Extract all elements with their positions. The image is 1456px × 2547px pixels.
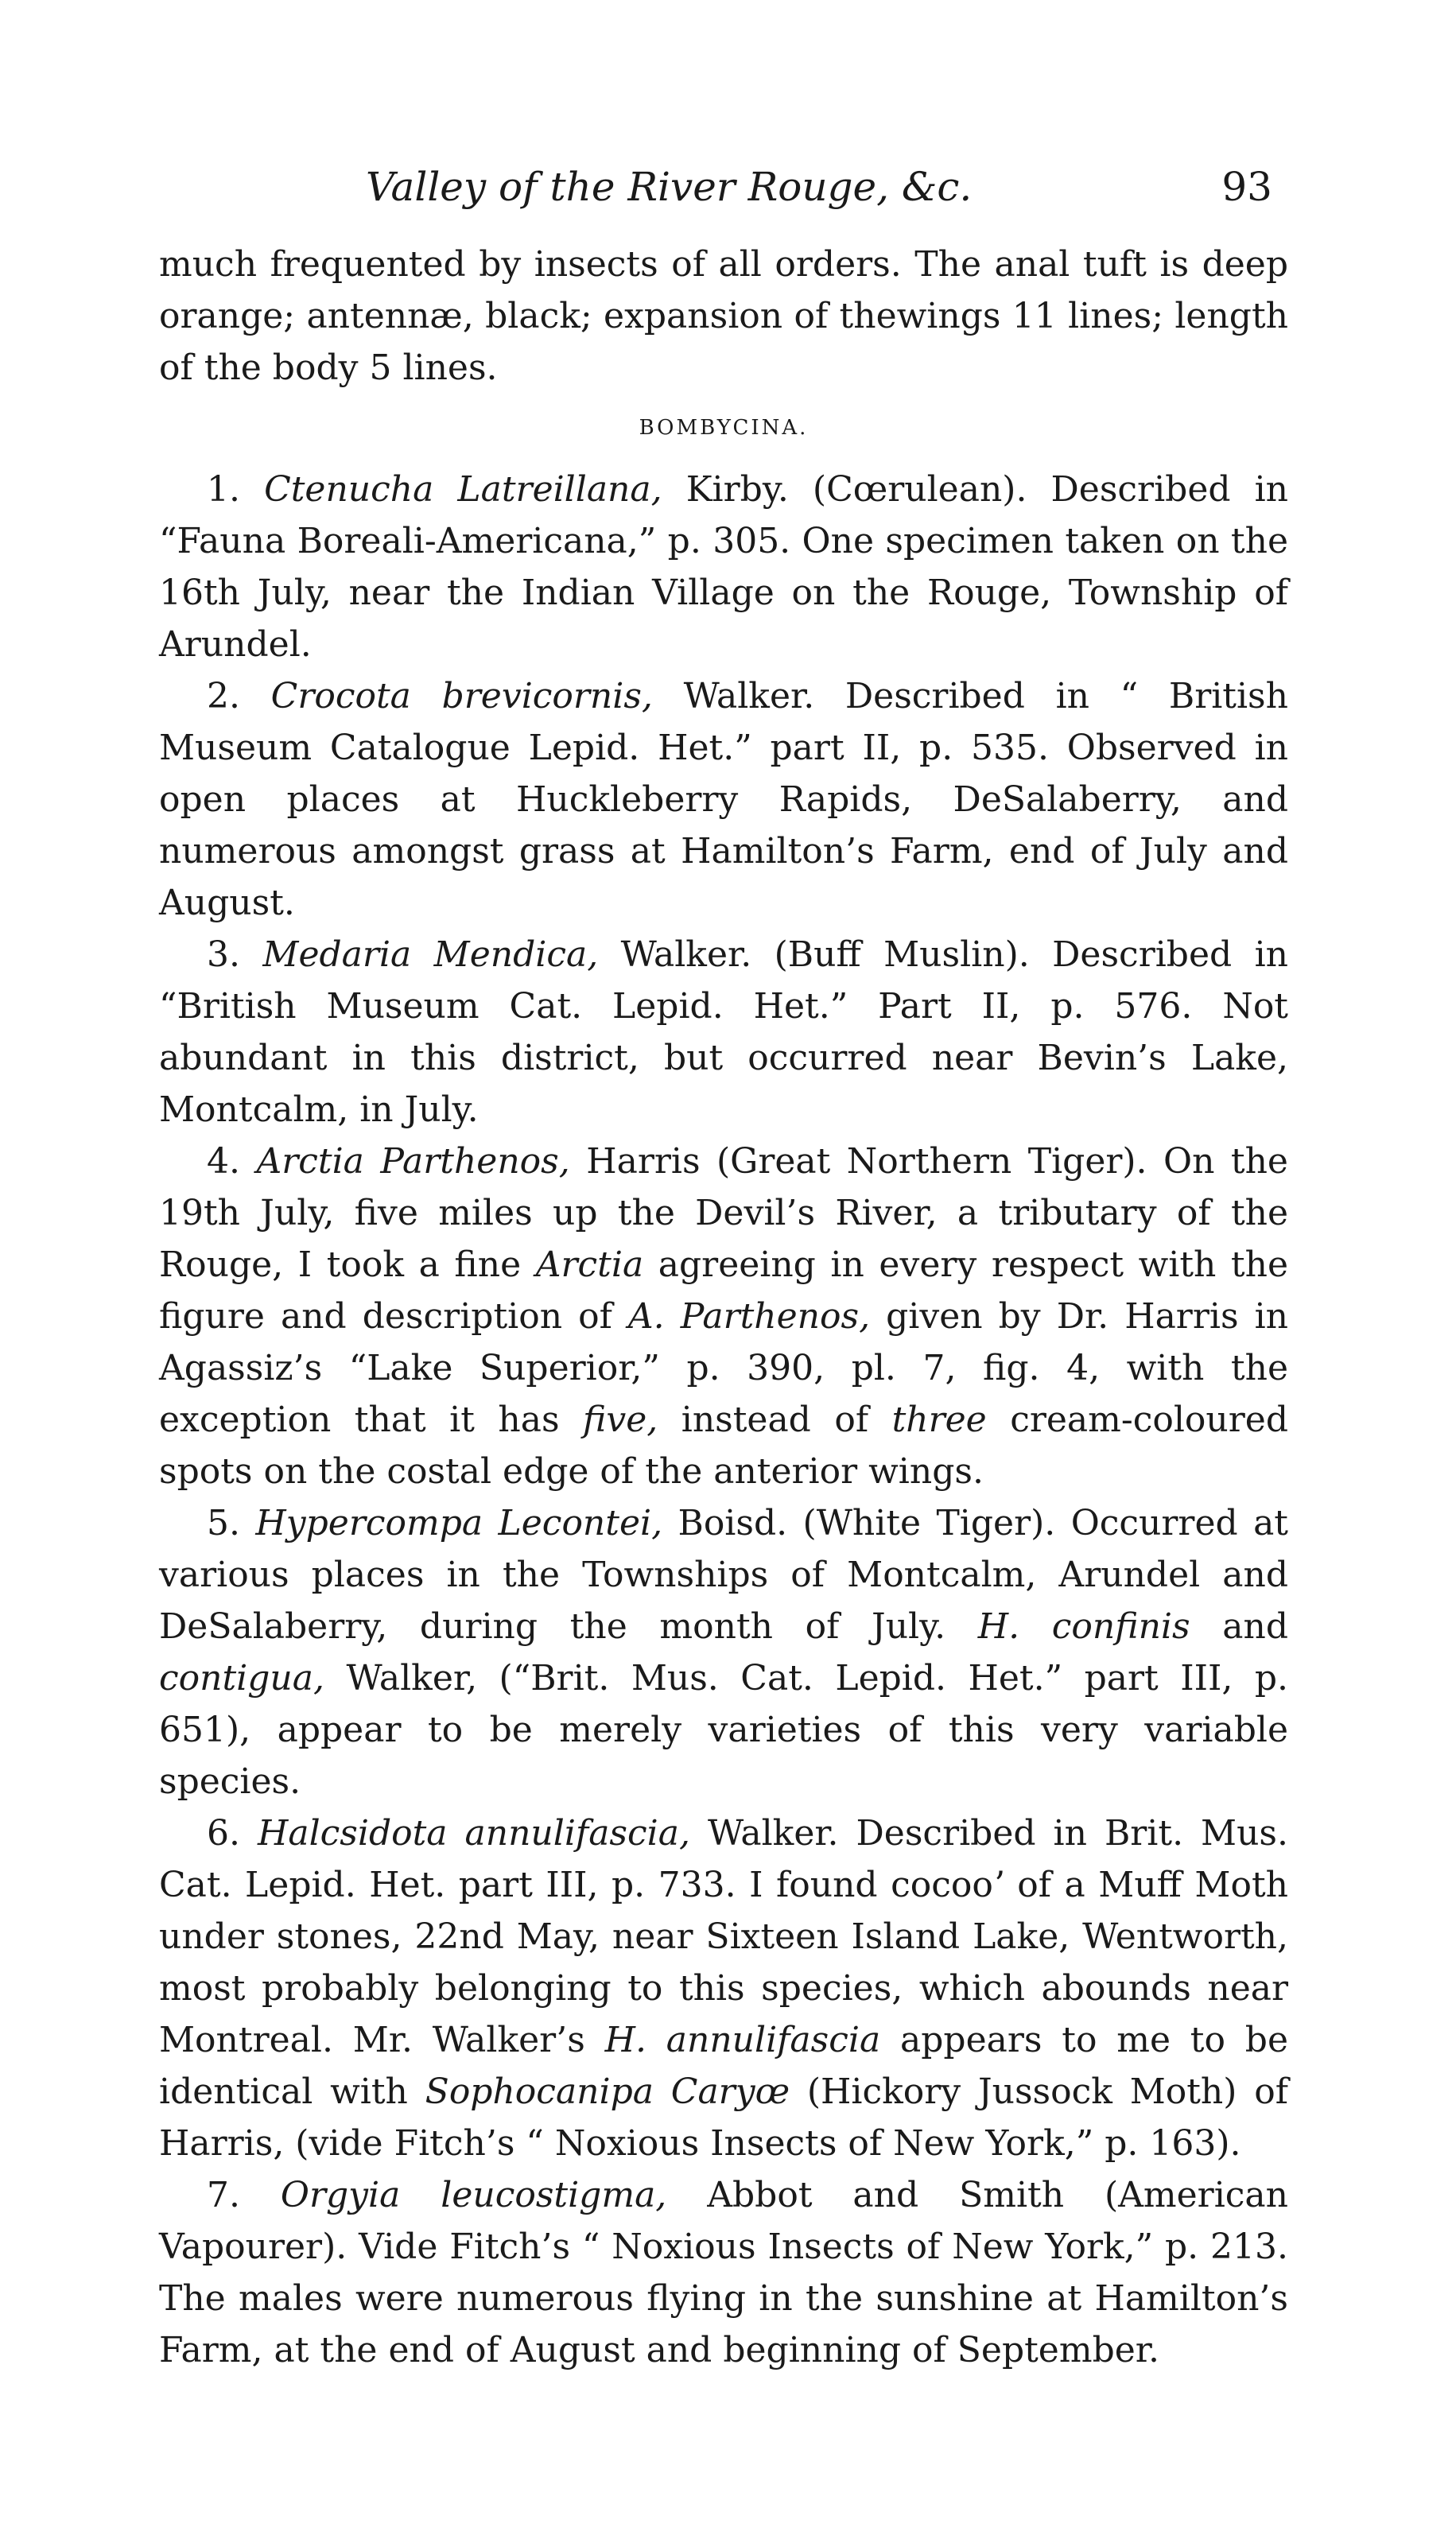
entry-text: Walker. Described in “ British Museum Catalogue Lepid. Het.” part II, p. 535. Observed in open places at Huckleberry Rapids, DeSalaberry, and numerous amongst grass at Hamilton’s Farm, end of July and August.: [159, 676, 1288, 923]
entry-text: Walker. (Buff Muslin). Described in “British Museum Cat. Lepid. Het.” Part II, p. 576. Not abundant in this district, but occurred near Bevin’s Lake, Montcalm, in July.: [159, 934, 1288, 1130]
italic-term: A. Parthenos,: [627, 1296, 871, 1337]
page-number: 93: [1221, 164, 1272, 210]
italic-term: contigua,: [159, 1658, 324, 1699]
entry-number: 7.: [207, 2175, 240, 2215]
running-head: [159, 151, 1288, 223]
continuation-paragraph: much frequented by insects of all orders. The anal tuft is deep orange; antennæ, black; expansion of thewings 11 lines; length of the body 5 lines.: [159, 244, 1288, 388]
entry-text: appears to me to be identical with: [159, 2020, 1288, 2112]
entry-text: Walker, (“Brit. Mus. Cat. Lepid. Het.” part III, p. 651), appear to be merely varieties of this very variable species.: [159, 1658, 1288, 1802]
entry-number: 3.: [207, 934, 240, 975]
species-entry-7: [159, 2169, 1288, 2376]
species-name: Crocota brevicornis,: [270, 676, 653, 716]
species-name: Medaria Mendica,: [262, 934, 599, 975]
italic-term: H. annulifascia: [604, 2020, 881, 2060]
entry-text: and: [1190, 1606, 1288, 1647]
entry-text: Abbot and Smith (American Vapourer). Vide Fitch’s “ Noxious Insects of New York,” p. 213. The males were numerous flying in the sunshine at Hamilton’s Farm, at the end of August and beginning of September.: [159, 2175, 1288, 2370]
entry-text: Harris (Great Northern Tiger). On the 19th July, five miles up the Devil’s River, a tributary of the Rouge, I took a fine: [159, 1141, 1288, 1285]
entry-text: given by Dr. Harris in Agassiz’s “Lake Superior,” p. 390, pl. 7, fig. 4, with the exception that it has: [159, 1296, 1288, 1440]
entry-text: instead of: [658, 1400, 892, 1440]
body-text: [159, 239, 1288, 2376]
species-name: Hypercompa Lecontei,: [255, 1503, 663, 1543]
species-name: Arctia Parthenos,: [256, 1141, 570, 1182]
book-page: [159, 151, 1288, 2376]
species-name: Ctenucha Latreillana,: [264, 469, 662, 510]
italic-term: Arctia: [535, 1244, 644, 1285]
species-entry-6: [159, 1807, 1288, 2169]
running-title: Valley of the River Rouge, &c.: [366, 164, 973, 210]
entry-text: cream-coloured spots on the costal edge of the anterior wings.: [159, 1400, 1289, 1492]
entry-number: 5.: [207, 1503, 240, 1543]
species-name: Halcsidota annulifascia,: [257, 1813, 690, 1854]
entry-text: Walker. Described in Brit. Mus. Cat. Lepid. Het. part III, p. 733. I found cocooʼ of a Muff Moth under stones, 22nd May, near Sixteen Island Lake, Wentworth, most probably belonging to this species, which abounds near Montreal. Mr. Walker’s: [159, 1813, 1289, 2060]
entry-text: Kirby. (Cœrulean). Described in “Fauna Boreali-Americana,” p. 305. One specimen taken on the 16th July, near the Indian Village on the Rouge, Township of Arundel.: [159, 469, 1288, 665]
species-name: Orgyia leucostigma,: [280, 2175, 667, 2215]
species-entry-3: [159, 929, 1288, 1136]
entry-number: 6.: [207, 1813, 240, 1854]
entry-text: (Hickory Jussock Moth) of Harris, (vide Fitch’s “ Noxious Insects of New York,” p. 163).: [159, 2071, 1288, 2164]
species-entry-4: [159, 1136, 1288, 1497]
species-entry-2: [159, 670, 1288, 929]
entry-text: agreeing in every respect with the figure and description of: [159, 1244, 1288, 1337]
italic-term: Sophocanipa Caryœ: [425, 2071, 790, 2112]
italic-term: three: [891, 1400, 987, 1440]
entry-text: Boisd. (White Tiger). Occurred at various places in the Townships of Montcalm, Arundel and DeSalaberry, during the month of July.: [159, 1503, 1288, 1647]
entry-number: 2.: [207, 676, 240, 716]
species-entry-5: [159, 1497, 1288, 1807]
italic-term: H. confinis: [977, 1606, 1190, 1647]
entry-number: 1.: [207, 469, 240, 510]
species-entry-1: [159, 464, 1288, 670]
italic-term: five,: [583, 1400, 658, 1440]
section-heading: BOMBYCINA.: [639, 416, 809, 440]
entry-number: 4.: [207, 1141, 240, 1182]
